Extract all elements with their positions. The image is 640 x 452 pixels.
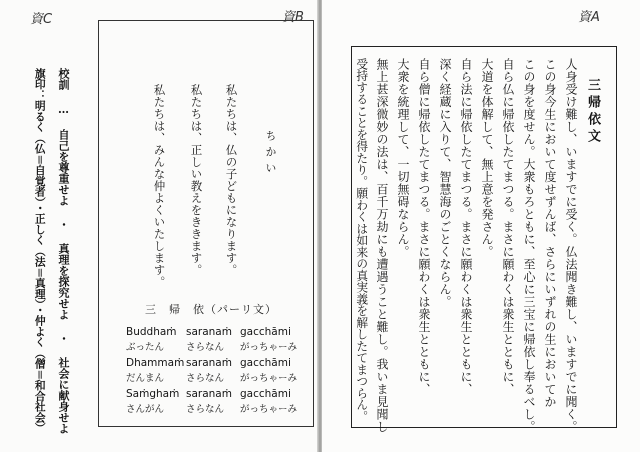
- sanki-line: 大道を体解して、無上意を発さん。: [480, 58, 494, 258]
- pali-word: saranaṁ: [186, 326, 232, 338]
- school-motto-line: 校訓 … 自己を尊重せよ ・ 真理を探究せよ ・ 社会に献身せよ: [57, 68, 70, 434]
- sanki-line: 自ら僧に帰依したてまつる。まさに願わくは衆生とともに、: [417, 58, 431, 396]
- pali-word: gacchāmi: [240, 326, 291, 338]
- sanki-line: 大衆を統理して、一切無碍ならん。: [396, 58, 410, 258]
- kana-reading: さんがん: [126, 404, 165, 415]
- sanki-title: 三帰依文: [585, 78, 600, 146]
- kana-reading: さらなん: [186, 373, 225, 384]
- kana-reading: がっちゃーみ: [240, 373, 298, 384]
- handwritten-note-a: 資A: [578, 10, 600, 25]
- handwritten-note-b: 資B: [282, 10, 304, 25]
- sanki-line: この身今生において度せずんば、さらにいずれの生においてか: [543, 58, 557, 408]
- pali-word: gacchāmi: [240, 357, 291, 369]
- pali-word: saranaṁ: [186, 388, 232, 400]
- sanki-line: 深く経蔵に入りて、智慧海のごとくならん。: [438, 58, 452, 308]
- chikai-line: 私たちは、仏の子どもになります。: [224, 84, 239, 276]
- sanki-line: 無上甚深微妙の法は、百千万劫にも遭遇うこと難し。我いま見聞し: [375, 58, 389, 433]
- kana-reading: がっちゃーみ: [240, 342, 298, 353]
- kana-reading: さらなん: [186, 342, 225, 353]
- sanki-line: 自ら法に帰依したてまつる。まさに願わくは衆生とともに、: [459, 58, 473, 396]
- kana-reading: だんまん: [126, 373, 165, 384]
- banner-motto-line: 旗印：明るく（仏＝自覚者）・正しく（法＝真理）・仲よく（僧＝和合社会）: [33, 68, 47, 434]
- chikai-title: ちかい: [264, 130, 277, 178]
- sanki-line: 自ら仏に帰依したてまつる。まさに願わくは衆生とともに、: [501, 58, 515, 396]
- sanki-line: 人身受け難し、いますでに受く。仏法聞き難し、いますでに聞く。: [564, 58, 578, 433]
- pali-refuge-title: 三 帰 依（パーリ文）: [145, 303, 277, 316]
- kana-reading: ぶったん: [126, 342, 165, 353]
- pali-word: gacchāmi: [240, 388, 291, 400]
- pali-word: saranaṁ: [186, 357, 232, 369]
- sanki-line: 受持することを得たり。願わくは如来の真実義を解したてまつらん。: [354, 58, 369, 423]
- chikai-line: 私たちは、正しい教えをききます。: [189, 84, 204, 276]
- pali-word: Dhammaṁ: [126, 357, 185, 369]
- handwritten-note-c: 資C: [30, 12, 53, 27]
- pali-word: Saṁghaṁ: [126, 388, 180, 400]
- sanki-line: この身を度せん。大衆もろともに、至心に三宝に帰依し奉るべし。: [522, 58, 536, 433]
- kana-reading: さらなん: [186, 404, 225, 415]
- kana-reading: がっちゃーみ: [240, 404, 298, 415]
- left-page: [0, 0, 318, 452]
- pali-word: Buddhaṁ: [126, 326, 177, 338]
- chikai-line: 私たちは、みんな仲よくいたします。: [152, 84, 167, 288]
